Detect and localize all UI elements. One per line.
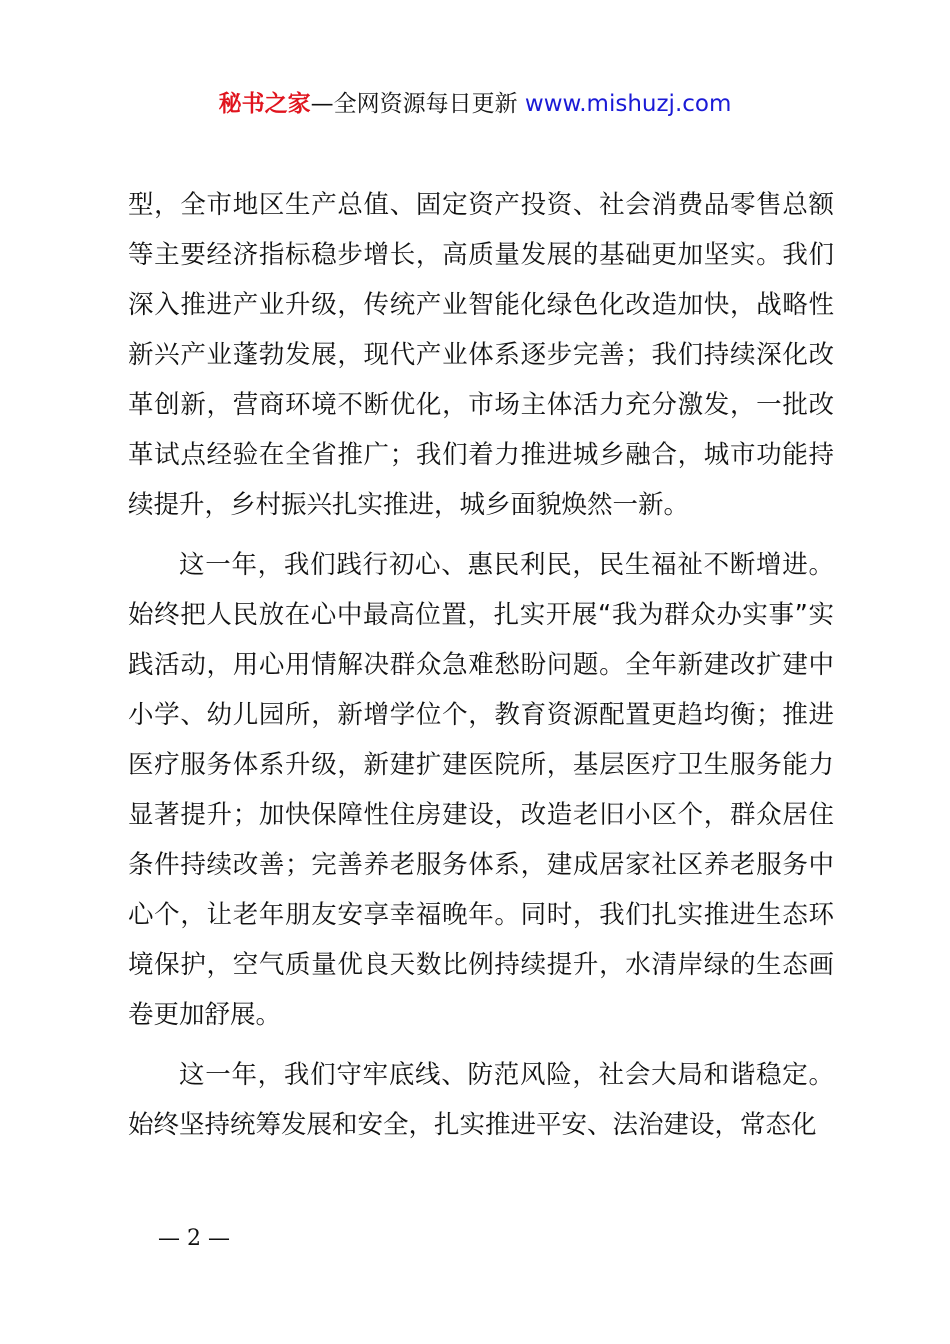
paragraph-continued: 型，全市地区生产总值、固定资产投资、社会消费品零售总额等主要经济指标稳步增长，高质量发展的基础更加坚实。我们深入推进产业升级，传统产业智能化绿色化改造加快，战略性新兴产业蓬勃发展，现代产业体系逐步完善；我们持续深化改革创新，营商环境不断优化，市场主体活力充分激发，一批改革试点经验在全省推广；我们着力推进城乡融合，城市功能持续提升，乡村振兴扎实推进，城乡面貌焕然一新。 — [128, 190, 834, 520]
document-body — [128, 180, 834, 1160]
paragraph-stability: 这一年，我们守牢底线、防范风险，社会大局和谐稳定。始终坚持统筹发展和安全，扎实推进平安、法治建设，常态化 — [128, 1060, 834, 1140]
header-tagline: —全网资源每日更新 — [310, 91, 525, 117]
site-url-link[interactable]: www.mishuzj.com — [524, 91, 732, 117]
page-number: — 2 — — [158, 1226, 230, 1251]
paragraph-livelihood: 这一年，我们践行初心、惠民利民，民生福祉不断增进。始终把人民放在心中最高位置，扎实开展“我为群众办实事”实践活动，用心用情解决群众急难愁盼问题。全年新建改扩建中小学、幼儿园所，新增学位个，教育资源配置更趋均衡；推进医疗服务体系升级，新建扩建医院所，基层医疗卫生服务能力显著提升；加快保障性住房建设，改造老旧小区个，群众居住条件持续改善；完善养老服务体系，建成居家社区养老服务中心个，让老年朋友安享幸福晚年。同时，我们扎实推进生态环境保护，空气质量优良天数比例持续提升，水清岸绿的生态画卷更加舒展。 — [128, 550, 834, 1030]
site-header — [0, 88, 950, 120]
brand-name: 秘书之家 — [218, 91, 311, 117]
